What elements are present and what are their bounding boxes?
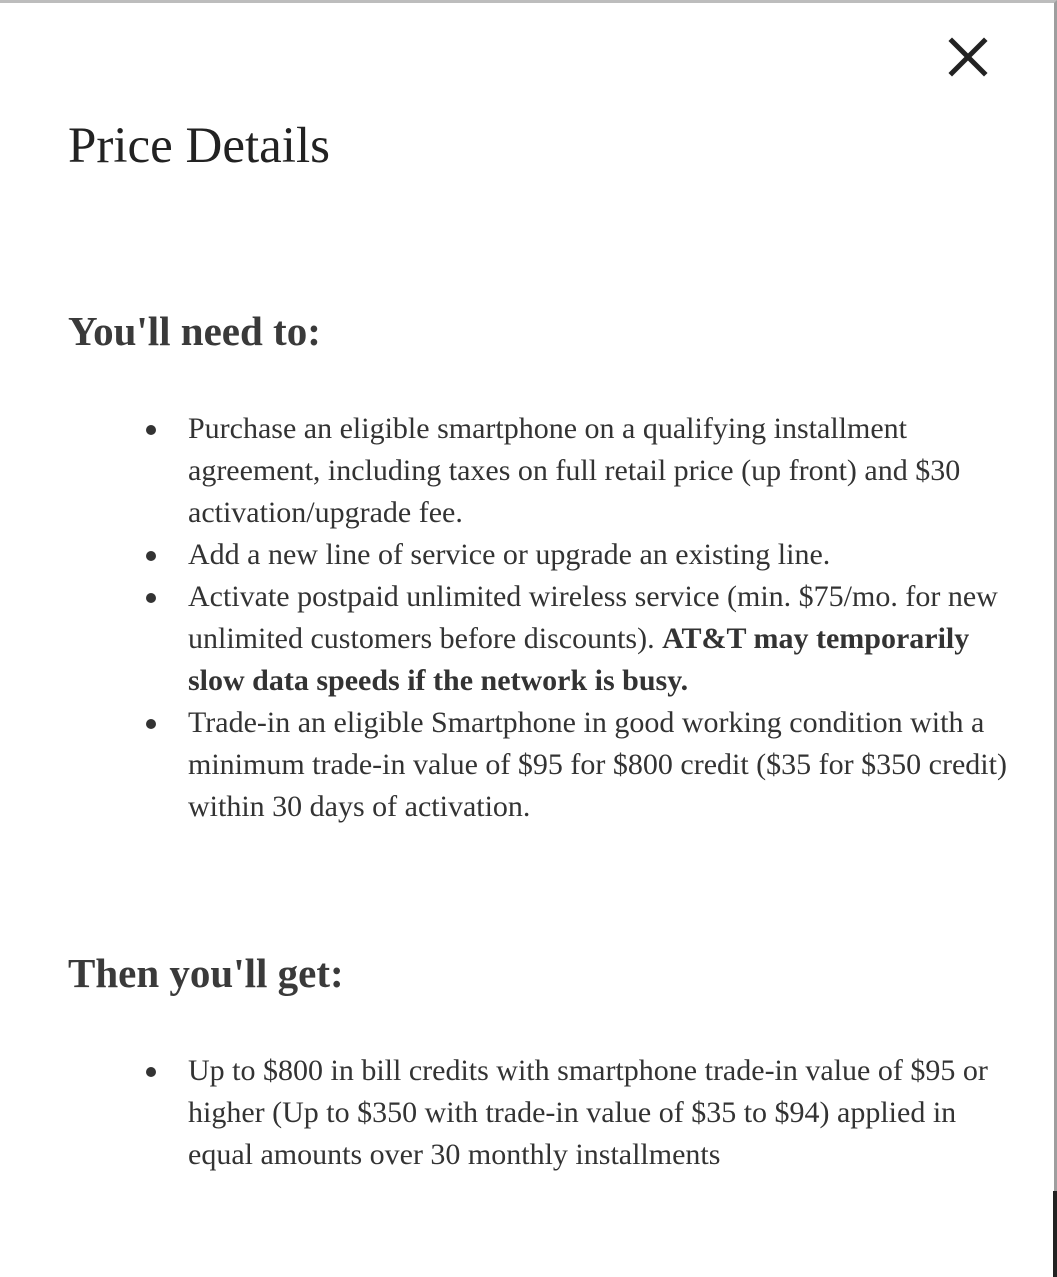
benefits-list bbox=[188, 1050, 1020, 1176]
list-item-text: Add a new line of service or upgrade an existing line. bbox=[188, 538, 831, 571]
close-icon bbox=[946, 35, 990, 79]
bullet-icon bbox=[146, 593, 156, 603]
list-item-text: Activate postpaid unlimited wireless service (min. $75/mo. for new unlimited customers before discounts). bbox=[188, 580, 998, 655]
bullet-icon bbox=[146, 719, 156, 729]
window-edge bbox=[1053, 1191, 1057, 1277]
bullet-icon bbox=[146, 551, 156, 561]
data-speed-disclaimer: AT&T may temporarily slow data speeds if the network is busy. bbox=[188, 622, 970, 697]
list-item bbox=[188, 1050, 1020, 1176]
need-heading: You'll need to: bbox=[68, 308, 321, 354]
list-item bbox=[188, 576, 1020, 702]
list-item-text: Trade-in an eligible Smartphone in good working condition with a minimum trade-in value of $95 for $800 credit ($35 for $350 credit) within 30 days of activation. bbox=[188, 706, 1007, 823]
list-item-text: Purchase an eligible smartphone on a qualifying installment agreement, including taxes on full retail price (up front) and $30 activation/upgrade fee. bbox=[188, 412, 961, 529]
list-item bbox=[188, 408, 1020, 534]
page-title: Price Details bbox=[68, 118, 330, 174]
list-item bbox=[188, 534, 1020, 576]
requirements-list bbox=[188, 408, 1020, 828]
close-button[interactable] bbox=[946, 35, 990, 79]
get-heading: Then you'll get: bbox=[68, 950, 344, 996]
list-item-text: Up to $800 in bill credits with smartphone trade-in value of $95 or higher (Up to $350 with trade-in value of $35 to $94) applied in equal amounts over 30 monthly installments bbox=[188, 1054, 988, 1171]
bullet-icon bbox=[146, 425, 156, 435]
list-item bbox=[188, 702, 1020, 828]
bullet-icon bbox=[146, 1067, 156, 1077]
